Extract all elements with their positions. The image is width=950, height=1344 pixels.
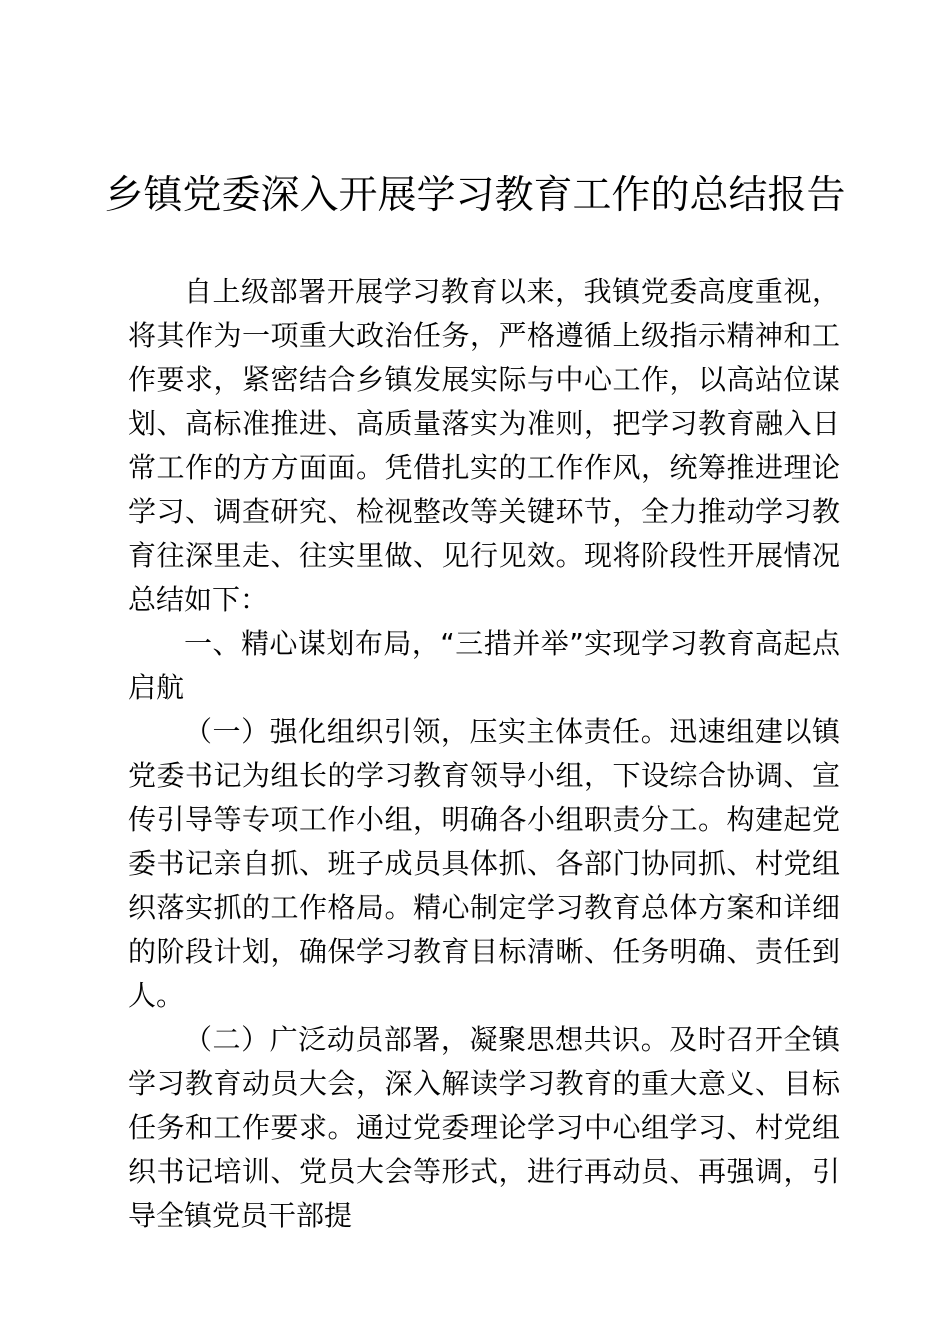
paragraph-subsection-1: （一）强化组织引领，压实主体责任。迅速组建以镇党委书记为组长的学习教育领导小组，下设综合协调、宣传引导等专项工作小组，明确各小组职责分工。构建起党委书记亲自抓、班子成员具体抓、各部门协同抓、村党组织落实抓的工作格局。精心制定学习教育总体方案和详细的阶段计划，确保学习教育目标清晰、任务明确、责任到人。 (128, 715, 840, 1012)
document-title: 乡镇党委深入开展学习教育工作的总结报告 (104, 173, 846, 218)
section-heading-1: 一、精心谋划布局，“三措并举”实现学习教育高起点启航 (128, 627, 840, 704)
document-body (128, 270, 840, 1238)
paragraph-intro: 自上级部署开展学习教育以来，我镇党委高度重视，将其作为一项重大政治任务，严格遵循上级指示精神和工作要求，紧密结合乡镇发展实际与中心工作，以高站位谋划、高标准推进、高质量落实为准则，把学习教育融入日常工作的方方面面。凭借扎实的工作作风，统筹推进理论学习、调查研究、检视整改等关键环节，全力推动学习教育往深里走、往实里做、见行见效。现将阶段性开展情况总结如下： (128, 275, 840, 616)
paragraph-subsection-2: （二）广泛动员部署，凝聚思想共识。及时召开全镇学习教育动员大会，深入解读学习教育的重大意义、目标任务和工作要求。通过党委理论学习中心组学习、村党组织书记培训、党员大会等形式，进行再动员、再强调，引导全镇党员干部提 (128, 1023, 840, 1232)
